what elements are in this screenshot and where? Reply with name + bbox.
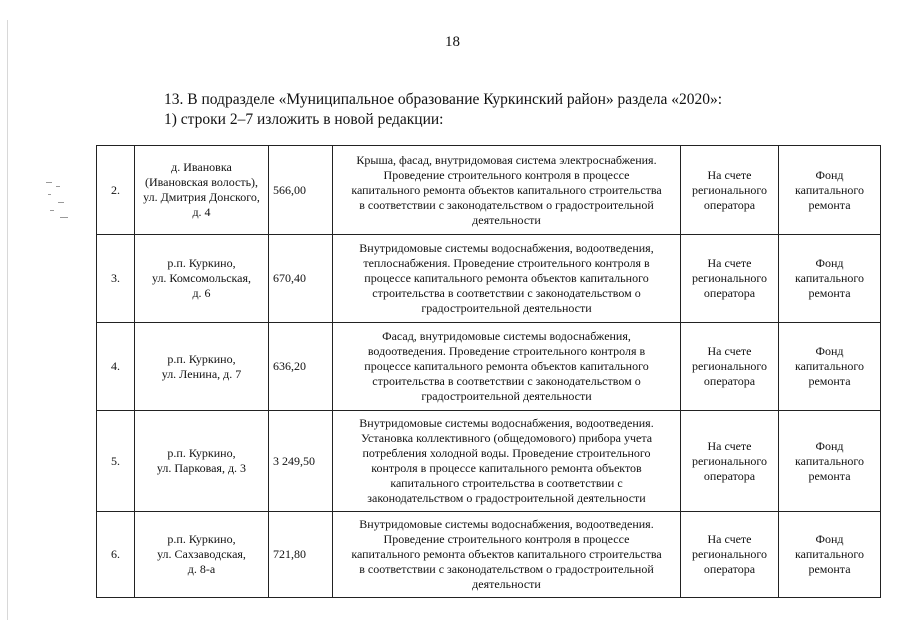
fund-cell-line: Фонд <box>815 532 844 546</box>
address-cell <box>135 411 269 512</box>
account-cell-line: регионального <box>691 271 768 285</box>
work-description-cell-line: Установка коллективного (общедомового) прибора учета <box>360 431 653 445</box>
address-cell <box>135 323 269 411</box>
account-cell-line: На счете <box>707 438 752 453</box>
fund-cell-line: Фонд <box>815 256 844 270</box>
work-description-cell-line: контроля в процессе капитального ремонта объектов <box>371 461 642 475</box>
address-cell-line: р.п. Куркино, <box>167 351 236 366</box>
work-description-cell-line: Внутридомовые системы водоснабжения, водоотведения. <box>359 416 654 430</box>
account-cell <box>681 512 779 598</box>
area-cell: 721,80 <box>269 512 333 598</box>
account-cell <box>681 146 779 235</box>
fund-cell <box>779 235 881 323</box>
address-cell <box>135 235 269 323</box>
table-row <box>97 235 881 323</box>
work-description-cell-line: строительства в соответствии с законодательством о <box>372 286 641 300</box>
work-description-cell-line: градостроительной деятельности <box>421 301 592 315</box>
address-cell <box>135 146 269 235</box>
page-edge-line <box>7 20 8 620</box>
account-cell <box>681 411 779 512</box>
address-cell-line: ул. Парковая, д. 3 <box>156 461 247 475</box>
fund-cell <box>779 411 881 512</box>
work-description-cell-line: водоотведения. Проведение строительного контроля в <box>367 344 646 358</box>
account-cell <box>681 323 779 411</box>
account-cell-line: регионального <box>691 547 768 561</box>
address-cell-line: д. 8-а <box>187 562 216 576</box>
work-description-cell-line: капитального ремонта объектов капитального строительства <box>351 182 662 197</box>
fund-cell <box>779 323 881 411</box>
work-description-cell-line: деятельности <box>472 212 541 227</box>
fund-cell-line: Фонд <box>815 438 844 453</box>
row-number: 6. <box>97 512 135 598</box>
work-description-cell-line: Проведение строительного контроля в процессе <box>383 532 630 546</box>
fund-cell-line: ремонта <box>808 374 851 388</box>
repair-table <box>96 145 881 598</box>
address-cell-line: ул. Ленина, д. 7 <box>161 366 242 381</box>
account-cell-line: оператора <box>703 286 756 300</box>
area-cell: 670,40 <box>269 235 333 323</box>
work-description-cell <box>333 146 681 235</box>
work-description-cell <box>333 235 681 323</box>
account-cell-line: регионального <box>691 453 768 468</box>
row-number: 3. <box>97 235 135 323</box>
fund-cell <box>779 512 881 598</box>
work-description-cell-line: потребления холодной воды. Проведение строительного <box>362 446 651 460</box>
table-row <box>97 323 881 411</box>
fund-cell-line: Фонд <box>815 167 844 182</box>
fund-cell-line: капитального <box>795 547 864 561</box>
row-number: 2. <box>97 146 135 235</box>
account-cell-line: На счете <box>707 167 752 182</box>
work-description-cell-line: капитального строительства в соответствии с <box>390 476 623 490</box>
work-description-cell-line: процессе капитального ремонта объектов капитального <box>364 359 649 373</box>
account-cell-line: оператора <box>703 562 756 576</box>
address-cell-line: д. 6 <box>192 286 211 300</box>
intro-paragraph: 13. В подразделе «Муниципальное образование Куркинский район» раздела «2020»: <box>164 91 723 108</box>
table-row <box>97 512 881 598</box>
address-cell-line: р.п. Куркино, <box>167 446 236 460</box>
account-cell-line: оператора <box>703 197 756 212</box>
work-description-cell-line: Внутридомовые системы водоснабжения, водоотведения. <box>359 517 654 531</box>
address-cell-line: (Ивановская волость), <box>144 175 259 189</box>
row-number: 5. <box>97 411 135 512</box>
account-cell-line: оператора <box>703 468 756 483</box>
work-description-cell-line: деятельности <box>472 577 541 591</box>
intro-instruction: 1) строки 2–7 изложить в новой редакции: <box>164 111 444 128</box>
address-cell-line: р.п. Куркино, <box>167 256 236 270</box>
fund-cell-line: капитального <box>795 453 864 468</box>
work-description-cell-line: Проведение строительного контроля в процессе <box>383 167 630 182</box>
address-cell-line: д. Ивановка <box>171 160 232 174</box>
fund-cell-line: ремонта <box>808 562 851 576</box>
account-cell <box>681 235 779 323</box>
account-cell-line: На счете <box>707 256 752 270</box>
work-description-cell-line: теплоснабжения. Проведение строительного контроля в <box>363 256 650 270</box>
address-cell <box>135 512 269 598</box>
scan-artifact <box>44 180 70 220</box>
account-cell-line: регионального <box>691 182 768 197</box>
work-description-cell <box>333 411 681 512</box>
fund-cell-line: капитального <box>795 271 864 285</box>
work-description-cell <box>333 512 681 598</box>
fund-cell-line: Фонд <box>815 344 844 358</box>
address-cell-line: д. 4 <box>192 205 211 219</box>
account-cell-line: На счете <box>707 532 752 546</box>
area-cell: 566,00 <box>269 146 333 235</box>
account-cell-line: оператора <box>703 374 756 388</box>
row-number: 4. <box>97 323 135 411</box>
account-cell-line: На счете <box>707 344 752 358</box>
work-description-cell-line: капитального ремонта объектов капитального строительства <box>351 547 662 561</box>
work-description-cell-line: градостроительной деятельности <box>421 389 592 403</box>
fund-cell-line: капитального <box>795 182 864 197</box>
work-description-cell-line: в соответствии с законодательством о градостроительной <box>359 562 654 576</box>
page-number: 18 <box>445 34 460 50</box>
fund-cell-line: ремонта <box>808 197 851 212</box>
fund-cell <box>779 146 881 235</box>
address-cell-line: ул. Комсомольская, <box>151 271 252 285</box>
account-cell-line: регионального <box>691 359 768 373</box>
table-row <box>97 411 881 512</box>
work-description-cell-line: строительства в соответствии с законодательством о <box>372 374 641 388</box>
work-description-cell-line: законодательством о градостроительной деятельности <box>367 491 646 505</box>
area-cell: 636,20 <box>269 323 333 411</box>
fund-cell-line: капитального <box>795 359 864 373</box>
address-cell-line: ул. Сахзаводская, <box>157 547 246 561</box>
area-cell: 3 249,50 <box>269 411 333 512</box>
work-description-cell-line: Крыша, фасад, внутридомовая система электроснабжения. <box>356 152 657 167</box>
work-description-cell <box>333 323 681 411</box>
address-cell-line: ул. Дмитрия Донского, <box>143 190 260 204</box>
work-description-cell-line: Фасад, внутридомовые системы водоснабжения, <box>382 329 631 343</box>
work-description-cell-line: Внутридомовые системы водоснабжения, водоотведения, <box>359 241 654 255</box>
fund-cell-line: ремонта <box>808 468 851 483</box>
table-row <box>97 146 881 235</box>
work-description-cell-line: процессе капитального ремонта объектов капитального <box>364 271 649 285</box>
address-cell-line: р.п. Куркино, <box>167 532 236 546</box>
work-description-cell-line: в соответствии с законодательством о градостроительной <box>359 197 654 212</box>
fund-cell-line: ремонта <box>808 286 851 300</box>
